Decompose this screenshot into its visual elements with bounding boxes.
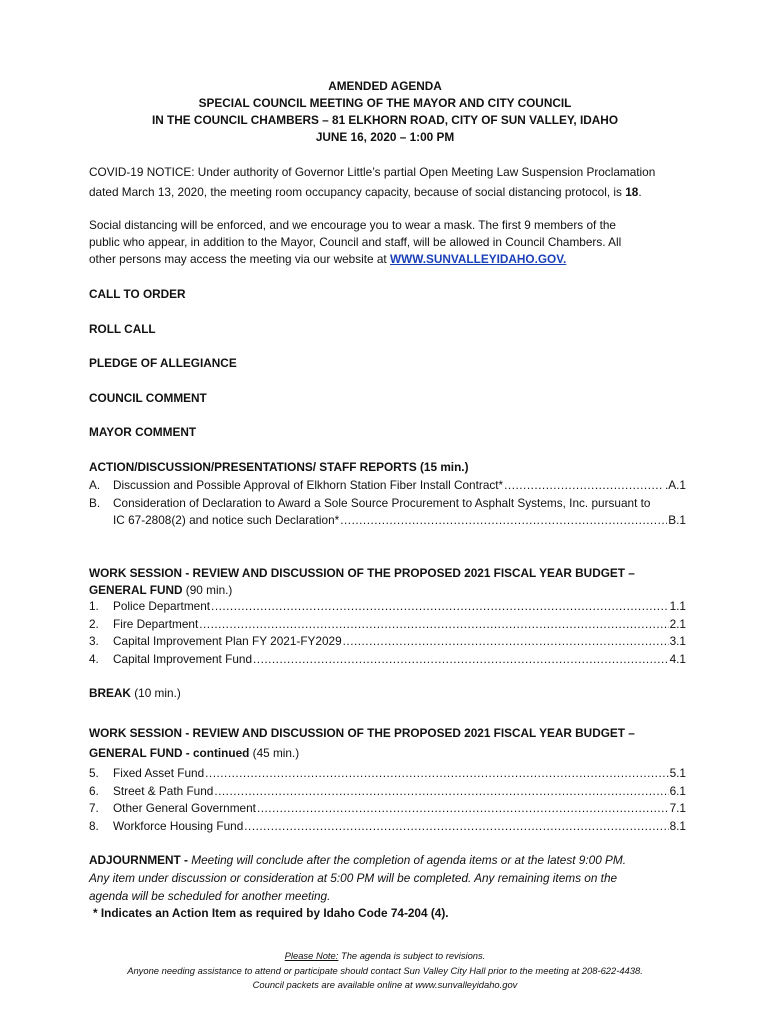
break-label: BREAK xyxy=(89,686,131,700)
work-session-1-subheading xyxy=(89,583,232,598)
item-text: Workforce Housing Fund xyxy=(113,818,244,833)
item-page-ref: 6.1 xyxy=(669,783,686,798)
duration: (45 min.) xyxy=(249,746,300,760)
item-page-ref: 8.1 xyxy=(669,818,686,833)
leader-dots xyxy=(244,819,668,834)
action-item-a xyxy=(89,478,686,493)
item-text: Police Department xyxy=(113,599,211,613)
footer-note-text: The agenda is subject to revisions. xyxy=(338,950,486,961)
budget-item xyxy=(89,617,686,632)
budget-item xyxy=(89,801,686,816)
roll-call-heading: ROLL CALL xyxy=(89,322,156,336)
call-to-order-heading: CALL TO ORDER xyxy=(89,287,186,301)
item-text: Street & Path Fund xyxy=(113,783,214,798)
fund-name: GENERAL FUND - continued xyxy=(89,746,250,760)
item-text: Consideration of Declaration to Award a Sole Source Procurement to Asphalt Systems, Inc. pursuant to xyxy=(113,496,651,510)
covid-notice-period: . xyxy=(638,185,642,199)
adjournment-line1 xyxy=(89,853,626,868)
social-distancing-line3 xyxy=(89,252,566,267)
website-link[interactable]: WWW.SUNVALLEYIDAHO.GOV. xyxy=(389,252,567,266)
social-distancing-line2: public who appear, in addition to the Mayor, Council and staff, will be allowed in Council Chambers. All xyxy=(89,235,622,249)
leader-dots xyxy=(205,766,668,781)
budget-item xyxy=(89,819,686,834)
leader-dots xyxy=(253,652,669,667)
break-line xyxy=(89,686,181,701)
item-text: Discussion and Possible Approval of Elkhorn Station Fiber Install Contract* xyxy=(113,478,504,492)
leader-dots xyxy=(214,784,668,799)
leader-dots xyxy=(343,634,669,649)
covid-notice-line1: COVID-19 NOTICE: Under authority of Governor Little’s partial Open Meeting Law Suspension Proclamation xyxy=(89,165,656,179)
action-item-b xyxy=(89,496,686,511)
leader-dots xyxy=(257,801,669,816)
item-page-ref: 1.1 xyxy=(669,599,686,613)
meeting-title: SPECIAL COUNCIL MEETING OF THE MAYOR AND CITY COUNCIL xyxy=(198,96,572,110)
work-session-2-heading: WORK SESSION - REVIEW AND DISCUSSION OF THE PROPOSED 2021 FISCAL YEAR BUDGET – xyxy=(89,726,635,740)
pledge-heading: PLEDGE OF ALLEGIANCE xyxy=(89,356,237,370)
occupancy-capacity: 18 xyxy=(625,185,639,199)
budget-item xyxy=(89,634,686,649)
item-page-ref: B.1 xyxy=(668,513,686,527)
social-distancing-line1: Social distancing will be enforced, and we encourage you to wear a mask. The first 9 members of the xyxy=(89,218,616,232)
item-number: 7. xyxy=(89,801,99,815)
item-text: Other General Government xyxy=(113,801,256,815)
work-session-1-heading: WORK SESSION - REVIEW AND DISCUSSION OF THE PROPOSED 2021 FISCAL YEAR BUDGET – xyxy=(89,566,635,580)
item-text: Fixed Asset Fund xyxy=(113,766,205,780)
adjournment-line3: agenda will be scheduled for another meeting. xyxy=(89,889,331,903)
item-text: IC 67-2808(2) and notice such Declaration* xyxy=(113,513,340,527)
action-heading: ACTION/DISCUSSION/PRESENTATIONS/ STAFF REPORTS (15 min.) xyxy=(89,460,469,474)
item-number: 1. xyxy=(89,599,99,613)
item-text: Capital Improvement Fund xyxy=(113,651,253,666)
leader-dots xyxy=(340,513,667,528)
item-page-ref: 3.1 xyxy=(669,634,686,648)
item-text: Fire Department xyxy=(113,616,199,631)
item-page-ref: 4.1 xyxy=(669,651,686,666)
covid-notice-text: dated March 13, 2020, the meeting room occupancy capacity, because of social distancing protocol, is xyxy=(89,185,626,199)
footer-note-label: Please Note: xyxy=(284,950,339,961)
item-number: 8. xyxy=(89,818,99,833)
budget-item xyxy=(89,766,686,781)
doc-title: AMENDED AGENDA xyxy=(328,79,442,93)
item-page-ref: 5.1 xyxy=(669,766,686,780)
leader-dots xyxy=(211,599,669,614)
break-duration: (10 min.) xyxy=(130,686,181,700)
footer-assistance: Anyone needing assistance to attend or participate should contact Sun Valley City Hall prior to the meeting at 208-622-4438. xyxy=(127,965,643,976)
covid-notice-line2 xyxy=(89,185,642,200)
item-page-ref: 7.1 xyxy=(669,801,686,815)
item-number: 3. xyxy=(89,634,99,648)
council-comment-heading: COUNCIL COMMENT xyxy=(89,391,207,405)
action-item-b-cont xyxy=(89,513,686,528)
budget-item xyxy=(89,784,686,799)
item-number: 6. xyxy=(89,783,99,798)
item-number: A. xyxy=(89,478,101,492)
leader-dots xyxy=(199,617,668,632)
footer-packets: Council packets are available online at www.sunvalleyidaho.gov xyxy=(252,979,518,990)
item-number: 4. xyxy=(89,651,99,666)
action-item-note: * Indicates an Action Item as required by Idaho Code 74-204 (4). xyxy=(93,906,449,920)
item-number: 2. xyxy=(89,616,99,631)
item-number: 5. xyxy=(89,766,99,780)
adjournment-text: Meeting will conclude after the completion of agenda items or at the latest 9:00 PM. xyxy=(191,853,627,867)
item-page-ref: 2.1 xyxy=(669,616,686,631)
duration: (90 min.) xyxy=(182,583,233,597)
item-number: B. xyxy=(89,496,101,510)
meeting-location: IN THE COUNCIL CHAMBERS – 81 ELKHORN ROAD, CITY OF SUN VALLEY, IDAHO xyxy=(151,113,619,127)
leader-dots xyxy=(504,478,664,493)
adjournment-line2: Any item under discussion or consideration at 5:00 PM will be completed. Any remaining items on the xyxy=(89,871,618,885)
work-session-2-subheading xyxy=(89,746,299,761)
item-page-ref: .A.1 xyxy=(665,478,686,492)
website-intro: other persons may access the meeting via our website at xyxy=(89,252,390,266)
mayor-comment-heading: MAYOR COMMENT xyxy=(89,425,197,439)
budget-item xyxy=(89,599,686,614)
fund-name: GENERAL FUND xyxy=(89,583,183,597)
item-text: Capital Improvement Plan FY 2021-FY2029 xyxy=(113,634,342,648)
budget-item xyxy=(89,652,686,667)
meeting-datetime: JUNE 16, 2020 – 1:00 PM xyxy=(315,130,455,144)
adjournment-label: ADJOURNMENT - xyxy=(89,853,192,867)
footer-note xyxy=(0,949,770,962)
